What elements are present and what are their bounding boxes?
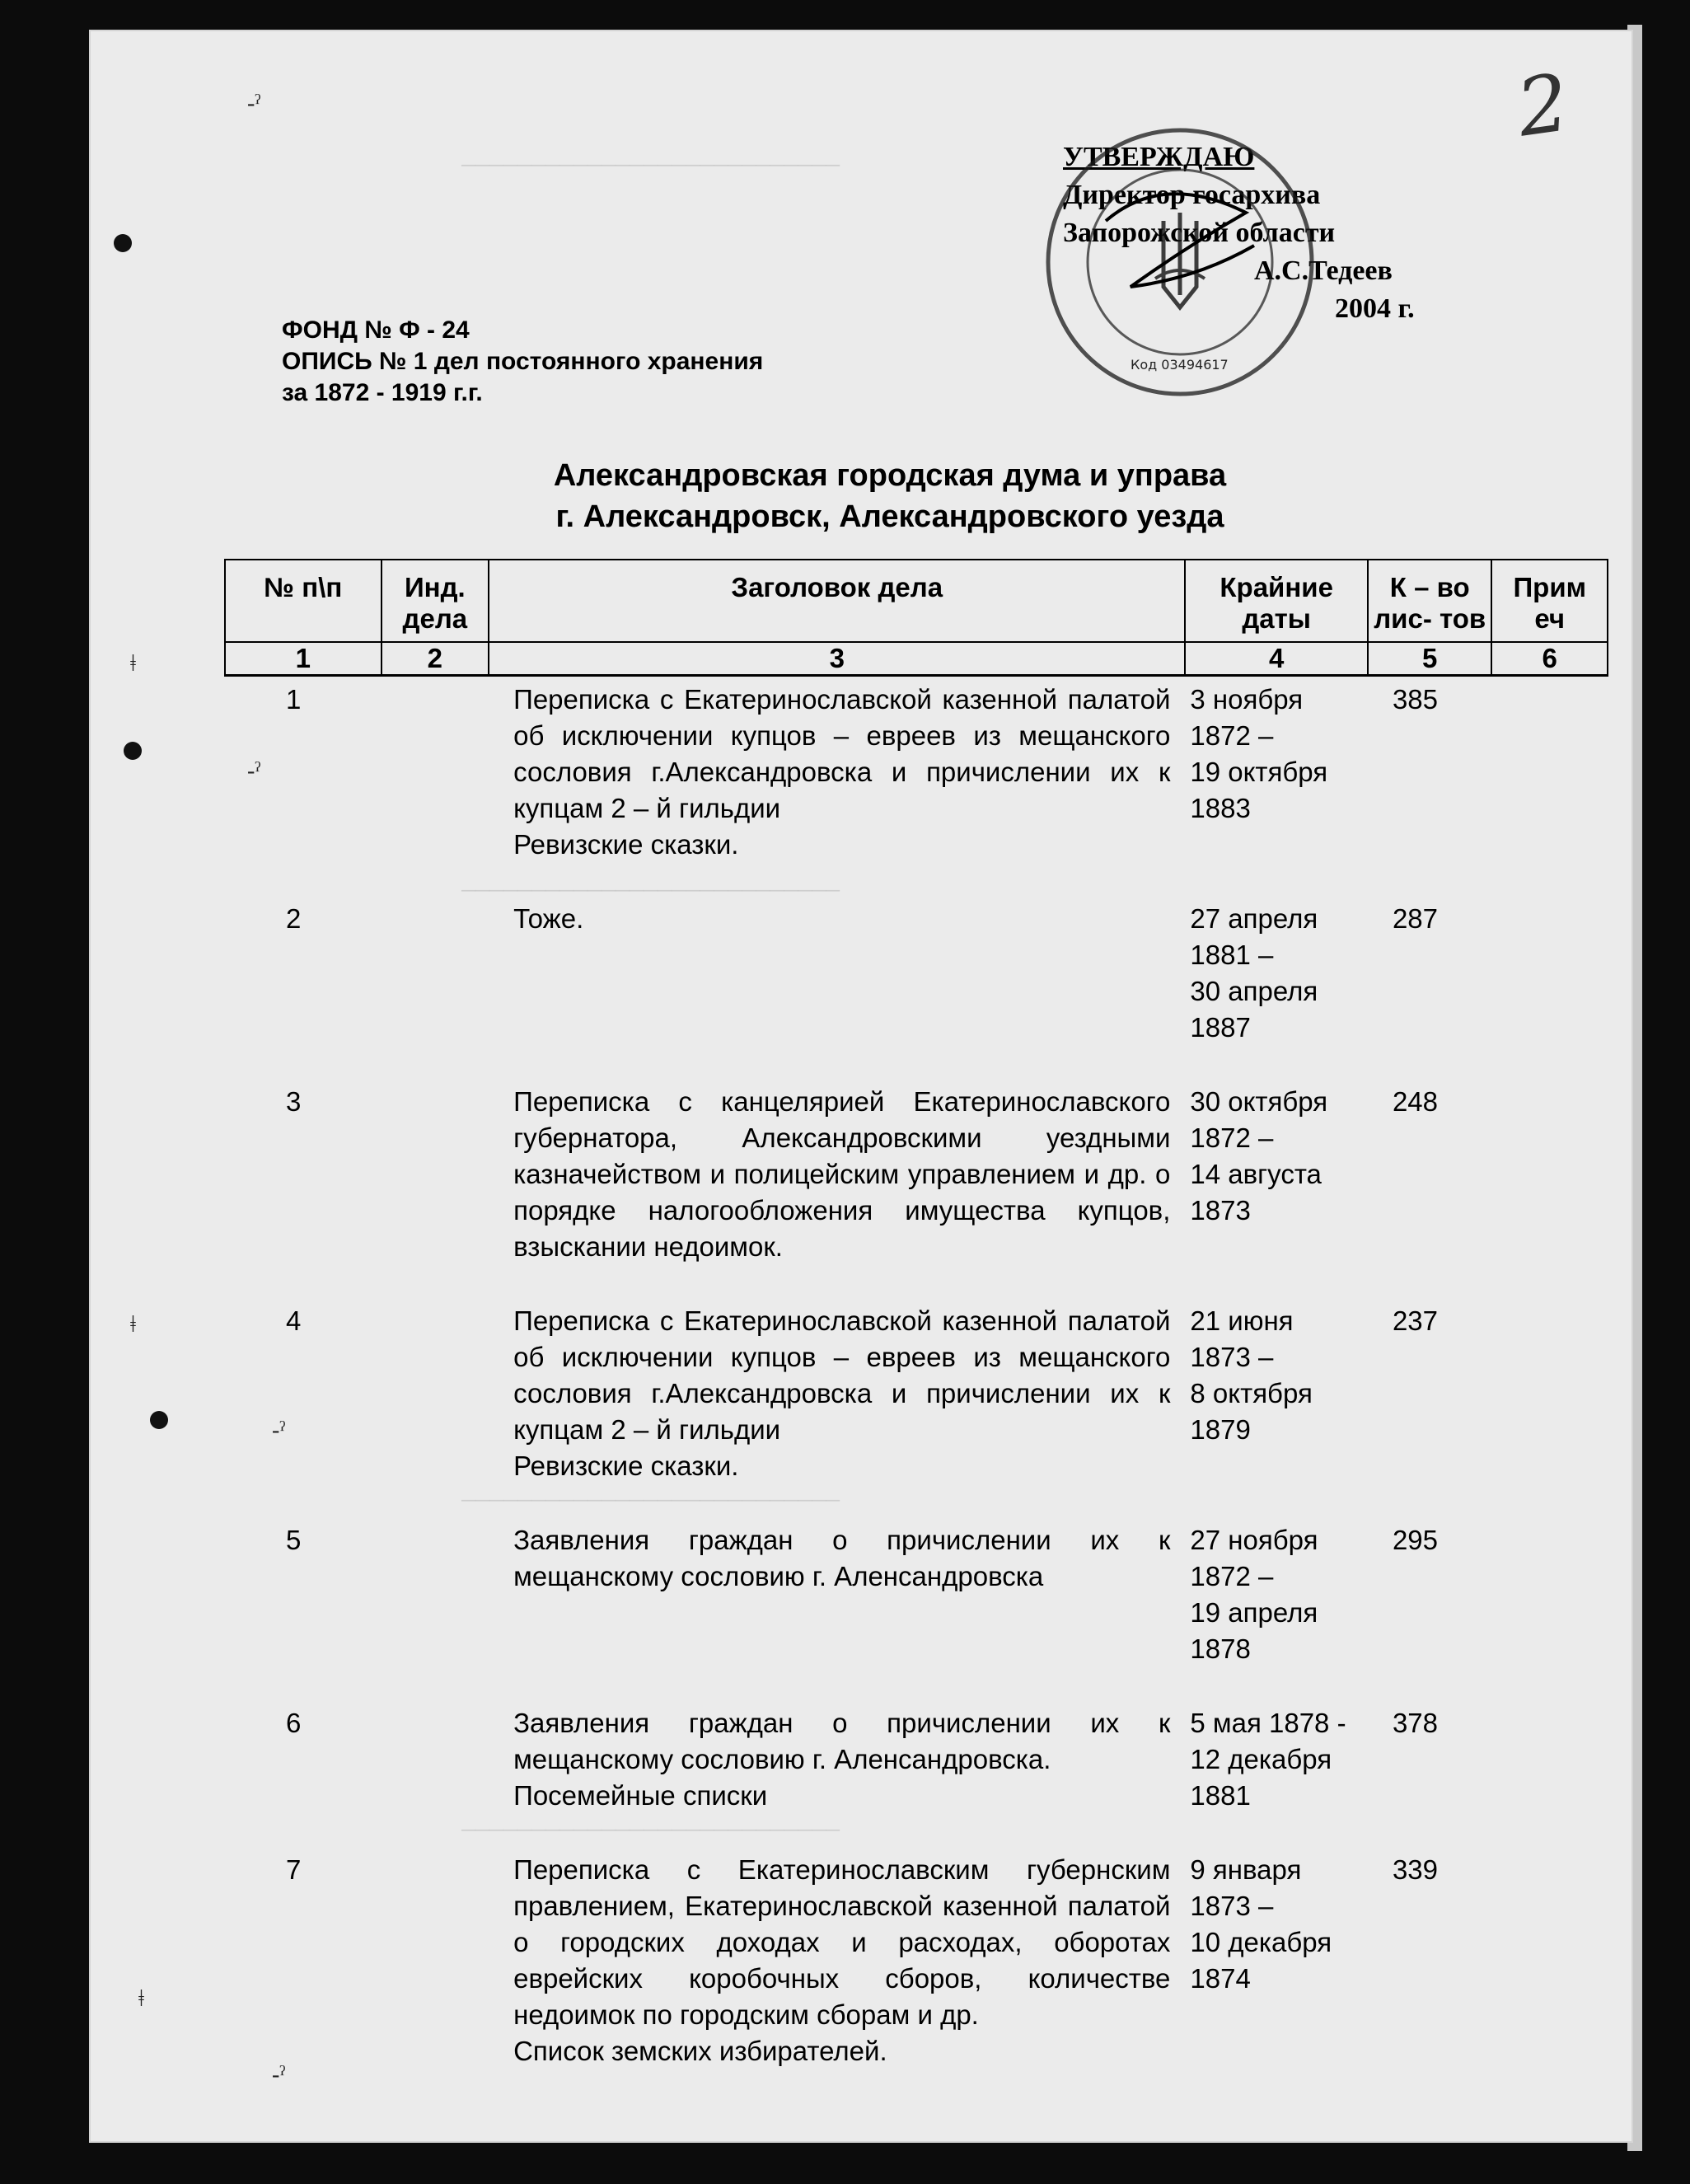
row-note <box>1491 1079 1608 1298</box>
row-date-line: 27 апреля <box>1190 903 1318 934</box>
row-date-line: 27 ноября <box>1190 1525 1318 1555</box>
trident-emblem-icon <box>1155 213 1205 307</box>
organization-name: Александровская городская дума и управа <box>553 458 1227 493</box>
row-title: Заявления граждан о причислении их к мещанскому сословию г. Аленсандровска <box>513 1525 1171 1591</box>
column-number: 3 <box>489 642 1185 676</box>
row-date-line: 10 декабря <box>1190 1927 1332 1957</box>
row-note <box>1491 1700 1608 1847</box>
row-sheet-count: 295 <box>1392 1525 1438 1555</box>
row-date-line: 3 ноября <box>1190 684 1304 715</box>
punch-hole <box>114 234 132 252</box>
official-seal <box>1040 122 1320 402</box>
punch-hole <box>150 1411 168 1429</box>
fond-number: ФОНД № Ф - 24 <box>282 316 470 344</box>
table-row <box>225 1298 1608 1517</box>
row-date-line: 19 октября <box>1190 757 1328 787</box>
punch-hole <box>124 742 142 760</box>
row-date-line: 1881 – <box>1190 940 1274 970</box>
row-title-note: Ревизские сказки. <box>513 1451 739 1481</box>
header-notes: Прим еч <box>1491 560 1608 642</box>
margin-mark: ǂ <box>130 651 136 677</box>
column-number: 1 <box>225 642 382 676</box>
header-sheets: К – во лис- тов <box>1368 560 1492 642</box>
row-date-line: 30 октября <box>1190 1086 1328 1117</box>
row-dates-cell <box>1185 1847 1368 2102</box>
row-date-line: 1878 <box>1190 1633 1251 1664</box>
row-sheet-count: 287 <box>1392 903 1438 934</box>
row-number: 4 <box>286 1305 302 1336</box>
row-date-line: 1873 – <box>1190 1891 1274 1921</box>
inventory-period: за 1872 - 1919 г.г. <box>282 379 483 406</box>
row-index <box>382 1298 489 1517</box>
row-date-line: 19 апреля <box>1190 1597 1318 1628</box>
row-date-line: 1887 <box>1190 1012 1251 1043</box>
row-number: 1 <box>286 684 302 715</box>
row-date-line: 1881 <box>1190 1780 1251 1811</box>
approval-date: 2004 г. <box>1335 293 1415 324</box>
row-note <box>1491 1517 1608 1700</box>
row-title-cell <box>489 1847 1185 2102</box>
row-date-line: 5 мая 1878 - <box>1190 1708 1346 1738</box>
approval-organization: Запорожской области <box>1063 218 1336 248</box>
row-sheet-count: 385 <box>1392 684 1438 715</box>
row-date-line: 30 апреля <box>1190 976 1318 1006</box>
row-dates-cell <box>1185 1517 1368 1700</box>
row-date-line: 1879 <box>1190 1414 1251 1445</box>
row-title-note: Список земских избирателей. <box>513 2036 887 2066</box>
column-number: 2 <box>382 642 489 676</box>
column-number-row <box>225 642 1608 676</box>
row-title-note: Ревизские сказки. <box>513 829 739 860</box>
margin-mark: -ˀ <box>272 1418 286 1443</box>
row-date-line: 1873 – <box>1190 1342 1274 1372</box>
inventory-table <box>224 559 1608 2102</box>
header-dates: Крайние даты <box>1185 560 1368 642</box>
row-sheet-count: 248 <box>1392 1086 1438 1117</box>
table-row <box>225 1700 1608 1847</box>
column-number: 4 <box>1185 642 1368 676</box>
row-date-line: 1874 <box>1190 1963 1251 1994</box>
row-number: 3 <box>286 1086 302 1117</box>
row-number: 2 <box>286 903 302 934</box>
table-row <box>225 1079 1608 1298</box>
row-index <box>382 1847 489 2102</box>
row-date-line: 1872 – <box>1190 720 1274 751</box>
margin-mark: ǂ <box>130 1312 136 1338</box>
row-title-cell <box>489 896 1185 1079</box>
row-sheet-count: 237 <box>1392 1305 1438 1336</box>
table-header-row <box>225 560 1608 642</box>
inventory-number: ОПИСЬ № 1 дел постоянного хранения <box>282 348 764 375</box>
row-dates-cell <box>1185 676 1368 897</box>
fond-header <box>282 315 763 409</box>
row-sheet-count: 339 <box>1392 1854 1438 1885</box>
row-dates-cell <box>1185 1079 1368 1298</box>
row-date-line: 14 августа <box>1190 1159 1322 1189</box>
table-row <box>225 676 1608 897</box>
row-date-line: 1883 <box>1190 793 1251 823</box>
header-number: № п\п <box>225 560 382 642</box>
handwritten-page-number: 2 <box>1511 56 1575 155</box>
row-title-cell <box>489 1517 1185 1700</box>
row-title-cell <box>489 1079 1185 1298</box>
row-index <box>382 1517 489 1700</box>
approval-title: УТВЕРЖДАЮ <box>1063 142 1255 172</box>
row-date-line: 9 января <box>1190 1854 1302 1885</box>
row-index <box>382 676 489 897</box>
row-note <box>1491 896 1608 1079</box>
table-row <box>225 1517 1608 1700</box>
row-date-line: 21 июня <box>1190 1305 1294 1336</box>
row-title: Переписка с канцелярией Екатеринославского губернатора, Александровскими уездными казначейством и полицейским управлением и др. о порядке налогообложения имущества купцов, взыскании недоимок. <box>513 1086 1171 1262</box>
column-number: 6 <box>1491 642 1608 676</box>
row-title: Заявления граждан о причислении их к мещанскому сословию г. Аленсандровска. <box>513 1708 1171 1774</box>
header-title: Заголовок дела <box>489 560 1185 642</box>
row-date-line: 12 декабря <box>1190 1744 1332 1774</box>
header-index: Инд. дела <box>382 560 489 642</box>
row-number: 5 <box>286 1525 302 1555</box>
row-title-cell <box>489 1700 1185 1847</box>
row-date-line: 1872 – <box>1190 1122 1274 1153</box>
margin-mark: ǂ <box>138 1986 144 2012</box>
row-dates-cell <box>1185 1298 1368 1517</box>
row-date-line: 1872 – <box>1190 1561 1274 1591</box>
row-title-cell <box>489 676 1185 897</box>
row-date-line: 8 октября <box>1190 1378 1313 1408</box>
row-index <box>382 896 489 1079</box>
row-number: 7 <box>286 1854 302 1885</box>
row-index <box>382 1700 489 1847</box>
table-row <box>225 1847 1608 2102</box>
column-number: 5 <box>1368 642 1492 676</box>
table-row <box>225 896 1608 1079</box>
row-note <box>1491 1298 1608 1517</box>
row-note <box>1491 1847 1608 2102</box>
organization-title <box>461 455 1318 537</box>
row-note <box>1491 676 1608 897</box>
approval-signatory: А.С.Тедеев <box>1254 255 1393 286</box>
row-date-line: 1873 <box>1190 1195 1251 1226</box>
row-title: Переписка с Екатеринославской казенной палатой об исключении купцов – евреев из мещанского сословия г.Александровска и причислении их к купцам 2 – й гильдии <box>513 684 1171 823</box>
margin-mark: -ˀ <box>272 2062 286 2088</box>
row-dates-cell <box>1185 896 1368 1079</box>
row-index <box>382 1079 489 1298</box>
row-dates-cell <box>1185 1700 1368 1847</box>
row-title: Тоже. <box>513 903 584 934</box>
approval-position: Директор госархива <box>1063 180 1321 210</box>
margin-mark: -ˀ <box>247 758 261 784</box>
seal-code: Код 03494617 <box>1131 357 1229 373</box>
organization-location: г. Александровск, Александровского уезда <box>555 499 1224 534</box>
row-title: Переписка с Екатеринославским губернским правлением, Екатеринославской казенной палатой о городских доходах и расходах, оборотах еврейских коробочных сборов, количестве недоимок по городским сборам и др. <box>513 1854 1171 2030</box>
row-sheet-count: 378 <box>1392 1708 1438 1738</box>
row-title: Переписка с Екатеринославской казенной палатой об исключении купцов – евреев из мещанского сословия г.Александровска и причислении их к купцам 2 – й гильдии <box>513 1305 1171 1445</box>
row-title-note: Посемейные списки <box>513 1780 768 1811</box>
margin-mark: -ˀ <box>247 91 261 116</box>
row-title-cell <box>489 1298 1185 1517</box>
row-number: 6 <box>286 1708 302 1738</box>
